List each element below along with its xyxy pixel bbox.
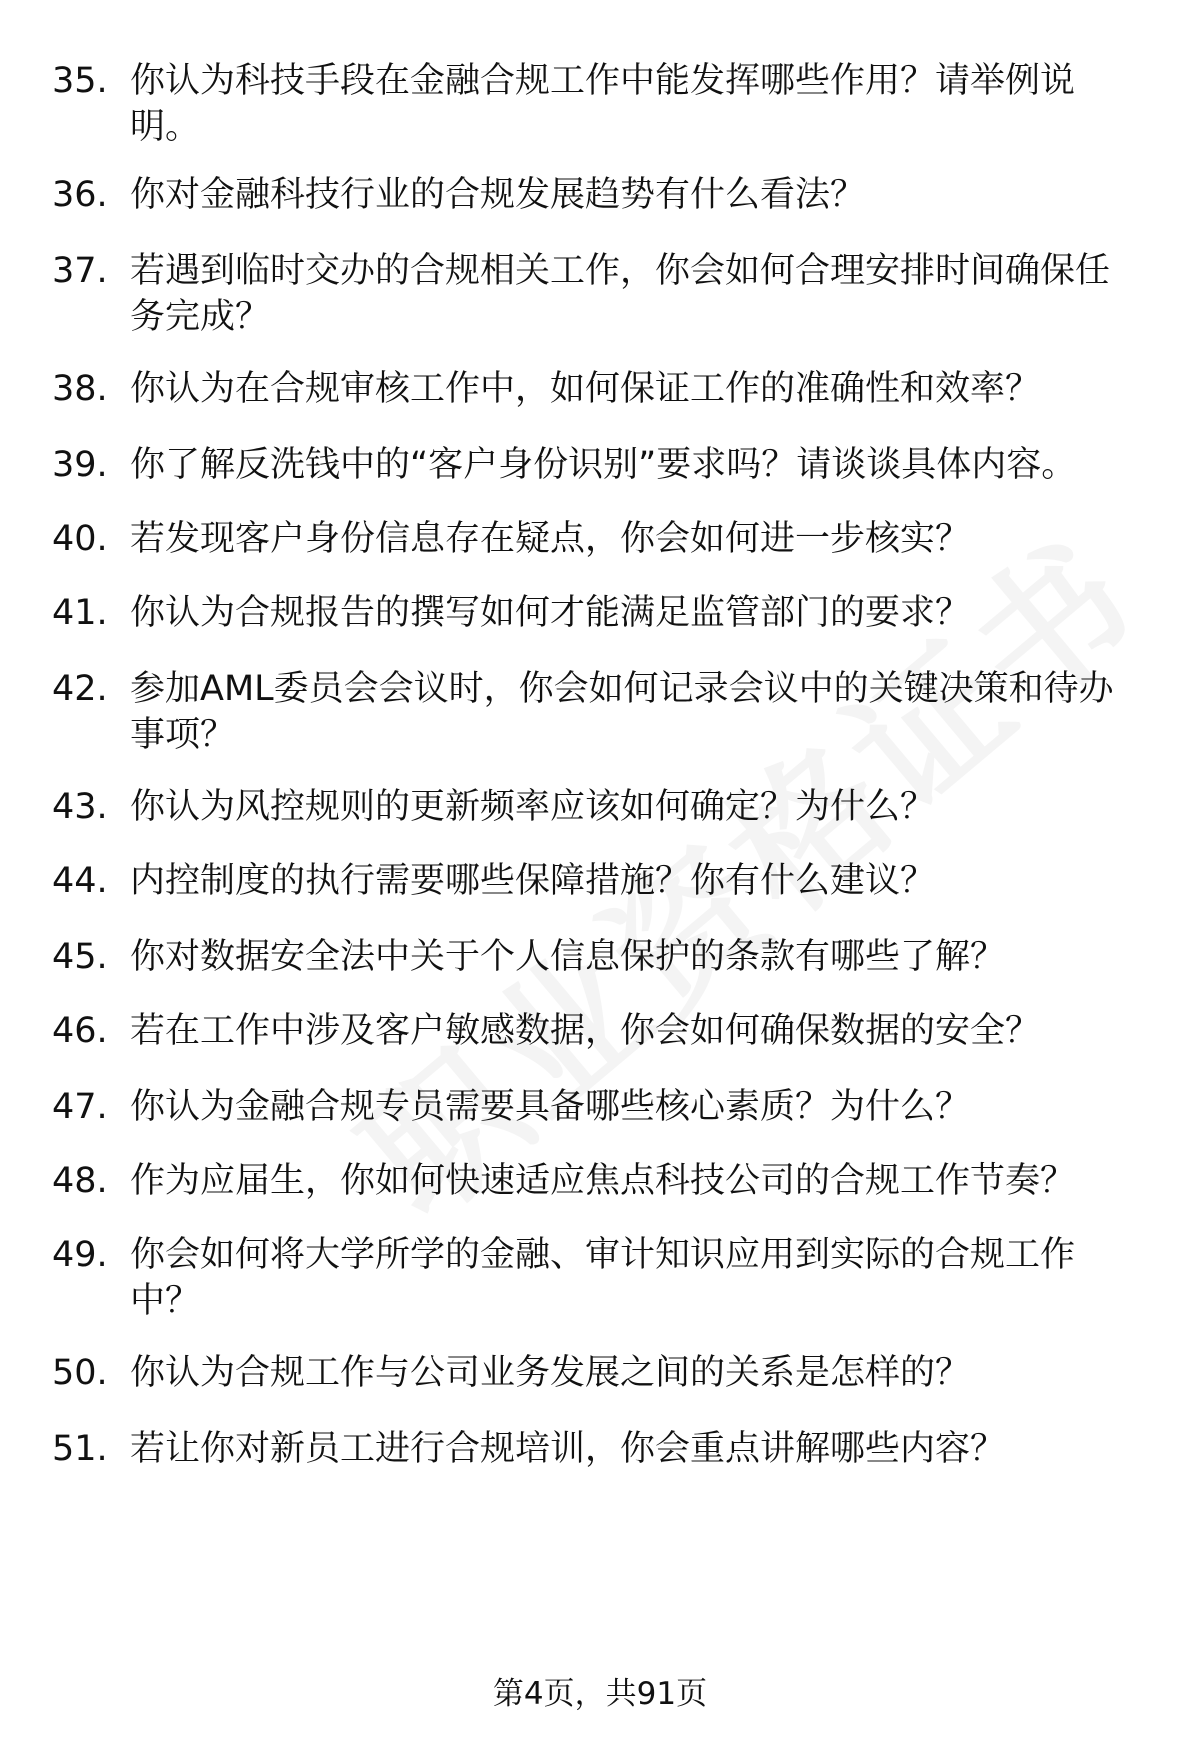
question-item xyxy=(52,1084,1152,1130)
question-item xyxy=(52,366,1152,412)
question-item xyxy=(52,442,1152,488)
question-text: 你会如何将大学所学的金融、审计知识应用到实际的合规工作中？ xyxy=(130,1235,1076,1321)
question-text: 你认为合规工作与公司业务发展之间的关系是怎样的？ xyxy=(130,1353,971,1393)
question-text: 若发现客户身份信息存在疑点，你会如何进一步核实？ xyxy=(130,519,971,559)
question-number: 46. xyxy=(52,1011,108,1051)
question-text: 若让你对新员工进行合规培训，你会重点讲解哪些内容？ xyxy=(130,1429,1006,1469)
question-text: 你认为科技手段在金融合规工作中能发挥哪些作用？请举例说明。 xyxy=(130,61,1076,147)
question-text: 你认为风控规则的更新频率应该如何确定？为什么？ xyxy=(130,787,936,827)
question-item xyxy=(52,172,1152,218)
question-text: 你认为合规报告的撰写如何才能满足监管部门的要求？ xyxy=(130,593,971,633)
question-number: 35. xyxy=(52,61,108,101)
page-footer: 第4页，共91页 xyxy=(492,1676,708,1712)
question-number: 41. xyxy=(52,593,108,633)
question-number: 49. xyxy=(52,1235,108,1275)
question-item xyxy=(52,784,1152,830)
question-text: 你认为在合规审核工作中，如何保证工作的准确性和效率？ xyxy=(130,369,1041,409)
question-item xyxy=(52,858,1152,904)
question-number: 37. xyxy=(52,251,108,291)
question-number: 43. xyxy=(52,787,108,827)
question-number: 39. xyxy=(52,445,108,485)
question-number: 44. xyxy=(52,861,108,901)
question-number: 51. xyxy=(52,1429,108,1469)
question-item xyxy=(52,248,1152,340)
question-number: 42. xyxy=(52,669,108,709)
question-number: 47. xyxy=(52,1087,108,1127)
question-text: 若在工作中涉及客户敏感数据，你会如何确保数据的安全？ xyxy=(130,1011,1041,1051)
question-text: 你认为金融合规专员需要具备哪些核心素质？为什么？ xyxy=(130,1087,971,1127)
question-item xyxy=(52,1008,1152,1054)
question-item xyxy=(52,934,1152,980)
question-item xyxy=(52,1350,1152,1396)
question-text: 你对金融科技行业的合规发展趋势有什么看法？ xyxy=(130,175,866,215)
question-item xyxy=(52,666,1152,758)
question-text: 你对数据安全法中关于个人信息保护的条款有哪些了解？ xyxy=(130,937,1006,977)
question-number: 48. xyxy=(52,1161,108,1201)
question-item xyxy=(52,1426,1152,1472)
question-item xyxy=(52,58,1152,150)
question-item xyxy=(52,1232,1152,1324)
question-text: 作为应届生，你如何快速适应焦点科技公司的合规工作节奏？ xyxy=(130,1161,1076,1201)
question-number: 40. xyxy=(52,519,108,559)
question-number: 36. xyxy=(52,175,108,215)
question-item xyxy=(52,516,1152,562)
question-item xyxy=(52,590,1152,636)
question-number: 45. xyxy=(52,937,108,977)
question-number: 50. xyxy=(52,1353,108,1393)
question-text: 参加AML委员会会议时，你会如何记录会议中的关键决策和待办事项？ xyxy=(130,669,1114,755)
question-item xyxy=(52,1158,1152,1204)
question-text: 内控制度的执行需要哪些保障措施？你有什么建议？ xyxy=(130,861,936,901)
question-text: 你了解反洗钱中的“客户身份识别”要求吗？请谈谈具体内容。 xyxy=(130,445,1077,485)
question-number: 38. xyxy=(52,369,108,409)
question-text: 若遇到临时交办的合规相关工作，你会如何合理安排时间确保任务完成？ xyxy=(130,251,1111,337)
